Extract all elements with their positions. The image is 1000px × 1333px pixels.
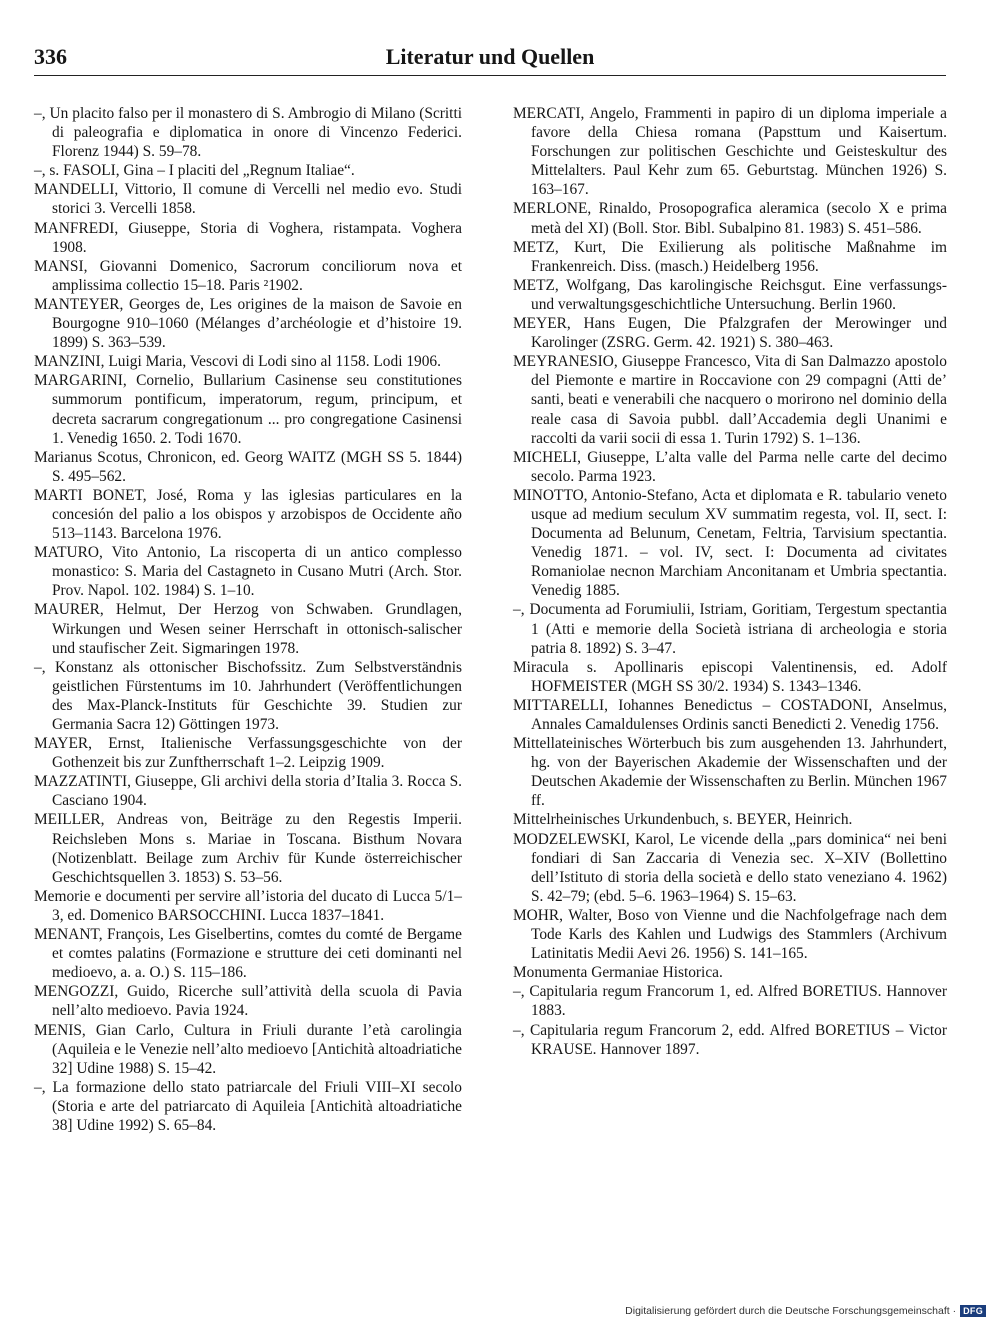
- bibliography-entry: MINOTTO, Antonio-Stefano, Acta et diplomata e R. tabulario veneto usque ad medium seculum XV summatim regesta, vol. II, sect. I: Documenta ad Belunum, Cenetam, Feltria, Tarvisium spectantia. Venedig 1871. – vol. IV, sect. I: Documenta ad civitates Romaniolae necnon Marchiam Anconitanam et Umbria spectantia. Venedig 1885.: [513, 486, 947, 600]
- bibliography-entry: Monumenta Germaniae Historica.: [513, 964, 723, 982]
- bibliography-entry: MERCATI, Angelo, Frammenti in papiro di un diploma imperiale a favore della Chiesa romana (Papsttum und Kaisertum. Forschungen zur politischen Geschichte und Geisteskultur des Mittelalters. Paul Kehr zum 65. Geburtstag. München 1926) S. 163–167.: [513, 105, 947, 199]
- bibliography-entry: Miracula s. Apollinaris episcopi Valentinensis, ed. Adolf HOFMEISTER (MGH SS 30/2. 1934) S. 1343–1346.: [513, 658, 947, 695]
- bibliography-entry: –, Documenta ad Forumiulii, Istriam, Goritiam, Tergestum spectantia 1 (Atti e memorie della Società istriana di archeologia e storia patria 8. 1892) S. 3–47.: [513, 601, 947, 657]
- bibliography-entry: MARTI BONET, José, Roma y las iglesias particulares en la concesión del palio a los obispos y arzobispos de Occidente año 513–1143. Barcelona 1976.: [34, 486, 462, 543]
- bibliography-entry: MENIS, Gian Carlo, Cultura in Friuli durante l’età carolingia (Aquileia e le Venezie nell’alto medioevo [Antichità altoadriatiche 32] Udine 1988) S. 15–42.: [34, 1021, 462, 1077]
- bibliography-entry: –, s. FASOLI, Gina – I placiti del „Regnum Italiae“.: [34, 162, 355, 180]
- bibliography-entry: –, Capitularia regum Francorum 1, ed. Alfred BORETIUS. Hannover 1883.: [513, 983, 947, 1020]
- bibliography-entry: MITTARELLI, Iohannes Benedictus – COSTADONI, Anselmus, Annales Camaldulenses Ordinis sancti Benedicti 2. Venedig 1756.: [513, 696, 947, 733]
- bibliography-entry: METZ, Kurt, Die Exilierung als politische Maßnahme im Frankenreich. Diss. (masch.) Heidelberg 1956.: [513, 238, 947, 275]
- bibliography-entry: MARGARINI, Cornelio, Bullarium Casinense seu constitutiones summorum pontificum, imperatorum, regum, principum, et decreta sacrarum congregationum ... pro congregatione Casinensi 1. Venedig 1650. 2. Todi 1670.: [34, 372, 462, 447]
- bibliography-entry: Marianus Scotus, Chronicon, ed. Georg WAITZ (MGH SS 5. 1844) S. 495–562.: [34, 448, 462, 485]
- digitization-footer: [625, 1305, 986, 1317]
- bibliography-entry: MANDELLI, Vittorio, Il comune di Vercelli nel medio evo. Studi storici 3. Vercelli 1858.: [34, 181, 462, 218]
- bibliography-entry: Mittellateinisches Wörterbuch bis zum ausgehenden 13. Jahrhundert, hg. von der Bayerischen Akademie der Wissenschaften und der Deutschen Akademie der Wissenschaften zu Berlin. München 1967 ff.: [513, 735, 947, 810]
- running-title: Literatur und Quellen: [385, 44, 595, 69]
- header-rule: [34, 75, 946, 76]
- bibliography-column-right: [513, 104, 947, 1059]
- bibliography-entry: –, Capitularia regum Francorum 2, edd. Alfred BORETIUS – Victor KRAUSE. Hannover 1897.: [513, 1021, 947, 1058]
- bibliography-entry: MANFREDI, Giuseppe, Storia di Voghera, ristampata. Voghera 1908.: [34, 219, 462, 256]
- bibliography-entry: Memorie e documenti per servire all’istoria del ducato di Lucca 5/1–3, ed. Domenico BARSOCCHINI. Lucca 1837–1841.: [34, 887, 462, 924]
- bibliography-entry: MAYER, Ernst, Italienische Verfassungsgeschichte von der Gothenzeit bis zur Zunftherrschaft 1–2. Leipzig 1909.: [34, 735, 462, 772]
- page-header: [34, 44, 946, 76]
- bibliography-entry: MANSI, Giovanni Domenico, Sacrorum conciliorum nova et amplissima collectio 15–18. Paris ²1902.: [34, 257, 462, 294]
- bibliography-entry: –, Un placito falso per il monastero di S. Ambrogio di Milano (Scritti di paleografia e diplomatica in onore di Vincenzo Federici. Florenz 1944) S. 59–78.: [34, 105, 462, 161]
- bibliography-entry: MEILLER, Andreas von, Beiträge zu den Regestis Imperii. Reichsleben Mons s. Mariae in Toscana. Bisthum Novara (Notizenblatt. Beilage zum Archiv für Kunde österreichischer Geschichtsquellen 3. 1853) S. 53–56.: [34, 811, 462, 886]
- bibliography-entry: –, Konstanz als ottonischer Bischofssitz. Zum Selbstverständnis geistlichen Fürstentums im 10. Jahrhundert (Veröffentlichungen des Max-Planck-Instituts für Geschichte 39. Studien zur Germania Sacra 12) Göttingen 1973.: [34, 658, 462, 733]
- bibliography-entry: MICHELI, Giuseppe, L’alta valle del Parma nelle carte del decimo secolo. Parma 1923.: [513, 448, 947, 485]
- bibliography-entry: MERLONE, Rinaldo, Prosopografica aleramica (secolo X e prima metà del XI) (Boll. Stor. Bibl. Subalpino 81. 1983) S. 451–586.: [513, 200, 947, 237]
- bibliography-entry: MENANT, François, Les Giselbertins, comtes du comté de Bergame et comtes palatins (Formazione e strutture dei ceti dominanti nel medioevo, a. a. O.) S. 115–186.: [34, 926, 462, 982]
- bibliography-entry: METZ, Wolfgang, Das karolingische Reichsgut. Eine verfassungs- und verwaltungsgeschichtliche Untersuchung. Berlin 1960.: [513, 276, 947, 313]
- bibliography-entry: MATURO, Vito Antonio, La riscoperta di un antico complesso monastico: S. Maria del Castagneto in Cusano Mutri (Arch. Stor. Prov. Napol. 102. 1984) S. 1–10.: [34, 544, 462, 600]
- bibliography-entry: MANTEYER, Georges de, Les origines de la maison de Savoie en Bourgogne 910–1060 (Mélanges d’archéologie et d’histoire 19. 1899) S. 363–539.: [34, 295, 462, 352]
- bibliography-column-left: [34, 104, 462, 1135]
- bibliography-entry: MEYRANESIO, Giuseppe Francesco, Vita di San Dalmazzo apostolo del Piemonte e martire in Roccavione con 29 compagni (Atti de’ santi, beati e venerabili che nacquero o morirono nel dominio della reale casa di Savoia pubbl. dall’Accademia degli Unanimi e raccolti da varii socii di essa 1. Turin 1792) S. 1–136.: [513, 353, 947, 447]
- bibliography-entry: MANZINI, Luigi Maria, Vescovi di Lodi sino al 1158. Lodi 1906.: [34, 353, 441, 371]
- footer-credit: Digitalisierung gefördert durch die Deutsche Forschungsgemeinschaft ·: [625, 1305, 957, 1317]
- dfg-logo: DFG: [960, 1305, 986, 1317]
- bibliography-entry: MAURER, Helmut, Der Herzog von Schwaben. Grundlagen, Wirkungen und Wesen seiner Herrschaft in ottonisch-salischer und staufischer Zeit. Sigmaringen 1978.: [34, 601, 462, 657]
- bibliography-entry: MENGOZZI, Guido, Ricerche sull’attività della scuola di Pavia nell’alto medioevo. Pavia 1924.: [34, 983, 462, 1020]
- bibliography-entry: MODZELEWSKI, Karol, Le vicende della „pars dominica“ nei beni fondiari di San Zaccaria di Venezia sec. X–XIV (Bollettino dell’Istituto di storia della società e dello stato veneziano 4. 1962) S. 42–79; (ebd. 5–6. 1963–1964) S. 15–63.: [513, 830, 947, 905]
- page-number: 336: [34, 44, 67, 69]
- bibliography-entry: MOHR, Walter, Boso von Vienne und die Nachfolgefrage nach dem Tode Karls des Kahlen und Ludwigs des Stammlers (Archivum Latinitatis Medii Aevi 26. 1956) S. 141–165.: [513, 906, 947, 963]
- bibliography-entry: –, La formazione dello stato patriarcale del Friuli VIII–XI secolo (Storia e arte del patriarcato di Aquileia [Antichità altoadriatiche 38] Udine 1992) S. 65–84.: [34, 1078, 462, 1134]
- bibliography-entry: Mittelrheinisches Urkundenbuch, s. BEYER, Heinrich.: [513, 811, 853, 829]
- bibliography-entry: MEYER, Hans Eugen, Die Pfalzgrafen der Merowinger und Karolinger (ZSRG. Germ. 42. 1921) S. 380–463.: [513, 315, 947, 352]
- bibliography-entry: MAZZATINTI, Giuseppe, Gli archivi della storia d’Italia 3. Rocca S. Casciano 1904.: [34, 773, 462, 810]
